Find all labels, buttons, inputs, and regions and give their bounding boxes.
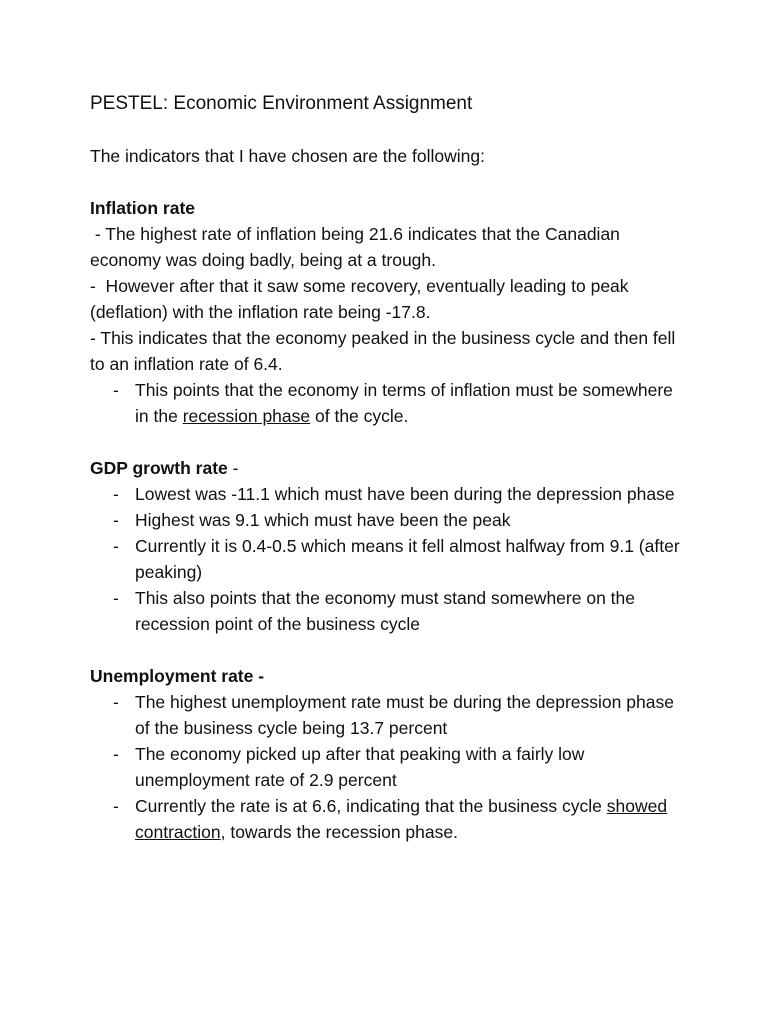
inflation-bullet-text: This points that the economy in terms of inflation must be somewhere in the [135, 380, 673, 426]
gdp-bullet-list [90, 481, 690, 637]
recession-phase-underlined: recession phase [182, 406, 311, 426]
inflation-heading [90, 195, 690, 221]
bullet-dash: - [113, 744, 119, 764]
list-item [90, 585, 690, 637]
gdp-heading-text: GDP growth rate [90, 458, 228, 478]
unemployment-item-text: Currently the rate is at 6.6, indicating that the business cycle [135, 796, 607, 816]
list-item [90, 689, 690, 741]
bullet-dash: - [113, 796, 119, 816]
gdp-section [90, 455, 690, 637]
bullet-dash: - [113, 380, 119, 400]
unemployment-heading-text: Unemployment rate - [90, 666, 265, 686]
list-item [90, 793, 690, 845]
unemployment-item-text-end: , towards the recession phase. [220, 822, 458, 842]
list-item [90, 533, 690, 585]
gdp-heading [90, 455, 690, 481]
inflation-line-3: - This indicates that the economy peaked in the business cycle and then fell to an inflation rate of 6.4. [90, 328, 676, 374]
bullet-dash: - [113, 536, 119, 556]
unemployment-heading [90, 663, 690, 689]
inflation-bullet-list [90, 377, 690, 429]
bullet-dash: - [113, 510, 119, 530]
unemployment-item-text: The highest unemployment rate must be during the depression phase of the business cycle being 13.7 percent [135, 692, 674, 738]
gdp-item-text: This also points that the economy must stand somewhere on the recession point of the business cycle [135, 588, 635, 634]
gdp-item-text: Lowest was -11.1 which must have been during the depression phase [135, 484, 675, 504]
bullet-dash: - [113, 484, 119, 504]
unemployment-bullet-list [90, 689, 690, 845]
document-title: PESTEL: Economic Environment Assignment [90, 93, 473, 114]
gdp-item-text: Currently it is 0.4-0.5 which means it fell almost halfway from 9.1 (after peaking) [135, 536, 680, 582]
gdp-item-text: Highest was 9.1 which must have been the peak [135, 510, 511, 530]
intro-text: The indicators that I have chosen are the following: [90, 146, 485, 166]
list-item [90, 481, 690, 507]
inflation-line-2: - However after that it saw some recovery, eventually leading to peak (deflation) with the inflation rate being -17.8. [90, 276, 634, 322]
document-page [90, 91, 690, 871]
unemployment-item-text: The economy picked up after that peaking with a fairly low unemployment rate of 2.9 percent [135, 744, 585, 790]
inflation-bullet-text-end: of the cycle. [310, 406, 409, 426]
inflation-line-1: - The highest rate of inflation being 21.6 indicates that the Canadian economy was doing badly, being at a trough. [90, 224, 625, 270]
inflation-section [90, 195, 690, 429]
inflation-heading-text: Inflation rate [90, 198, 196, 218]
gdp-heading-suffix: - [227, 458, 239, 478]
list-item [90, 507, 690, 533]
showed-contraction-underlined: showed contraction [135, 796, 668, 842]
bullet-dash: - [113, 692, 119, 712]
bullet-dash: - [113, 588, 119, 608]
unemployment-section [90, 663, 690, 845]
list-item [90, 741, 690, 793]
list-item [90, 377, 690, 429]
